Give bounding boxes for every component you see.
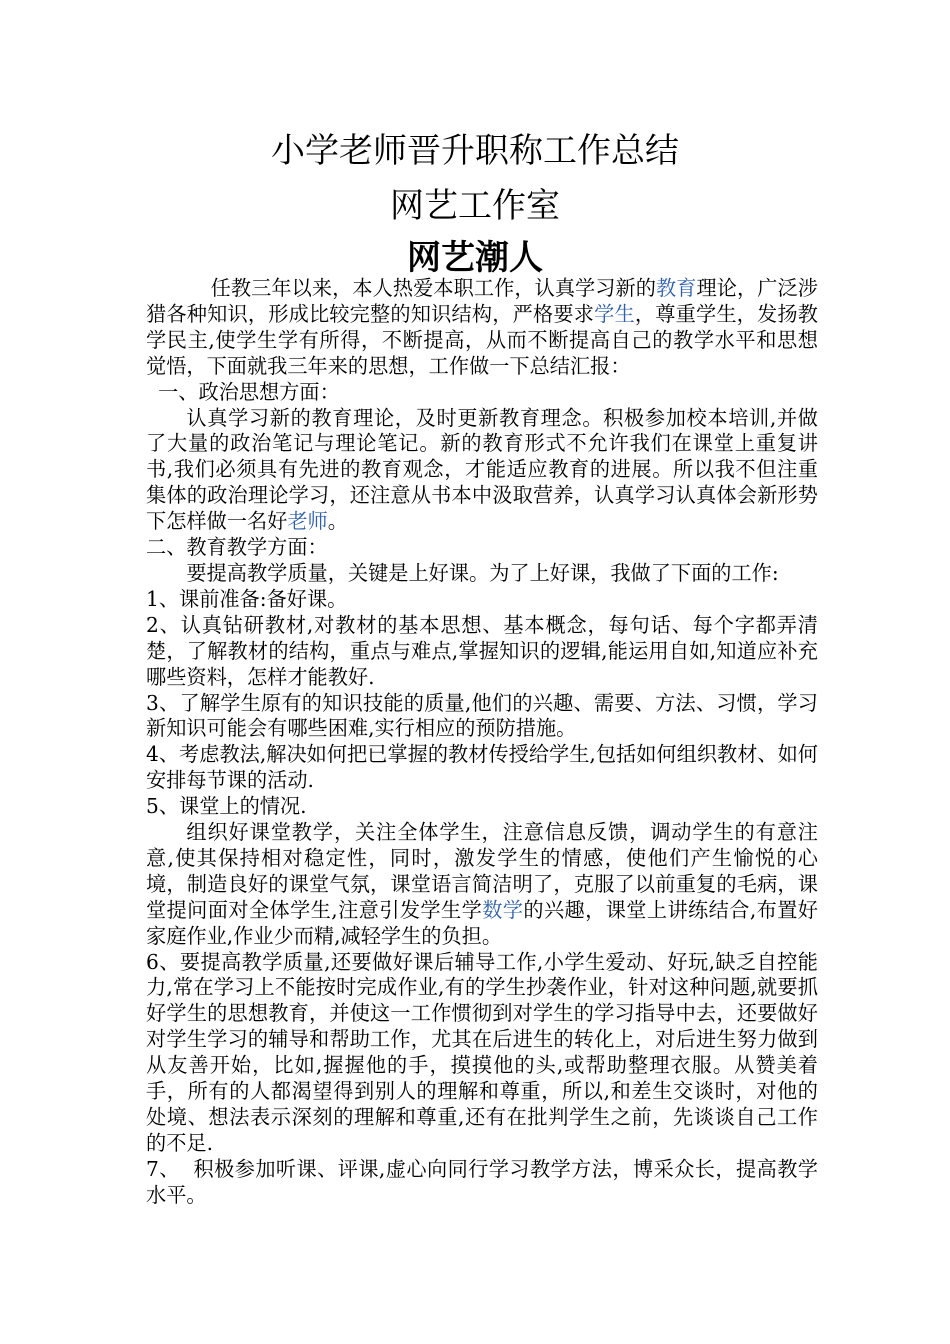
classroom-text: 组织好课堂教学，关注全体学生，注意信息反馈，调动学生的有意注意,使其保持相对稳定性，同时，激发学生的情感，使他们产生愉悦的心境，制造良好的课堂气氛，课堂语言简洁明了，克服了以前重复的毛病，课堂提问面对全体学生,注意引发学生学 (146, 820, 818, 922)
intro-paragraph (146, 276, 818, 380)
intro-text: 任教三年以来，本人热爱本职工作，认真学习新的 (210, 276, 657, 300)
title-block (0, 126, 950, 284)
document-title: 小学老师晋升职称工作总结 (271, 131, 679, 171)
politics-text: 认真学习新的教育理论，及时更新教育理念。积极参加校本培训,并做了大量的政治笔记与理论笔记。新的教育形式不允许我们在课堂上重复讲书,我们必须具有先进的教育观念，才能适应教育的进展。所以我不但注重集体的政治理论学习，还注意从书本中汲取营养，认真学习认真体会新形势下怎样做一名好 (146, 405, 818, 534)
document-body (146, 276, 818, 1209)
section-heading-teaching: 二、教育教学方面： (146, 535, 328, 560)
link-math[interactable]: 数学 (482, 897, 524, 922)
list-item-5: 5、课堂上的情况. (146, 794, 307, 819)
teaching-intro-paragraph: 要提高教学质量，关键是上好课。为了上好课，我做了下面的工作: (186, 560, 779, 585)
list-item-7: 7、 积极参加听课、评课,虚心向同行学习教学方法，博采众长，提高教学水平。 (146, 1156, 818, 1207)
section-heading-politics: 一、政治思想方面： (158, 379, 340, 404)
classroom-paragraph (146, 820, 818, 950)
link-education[interactable]: 教育 (656, 276, 697, 300)
list-item-4: 4、考虑教法,解决如何把已掌握的教材传授给学生,包括如何组织教材、如何安排每节课的活动. (146, 742, 818, 793)
politics-paragraph (146, 406, 818, 536)
studio-name: 网艺工作室 (390, 186, 560, 226)
list-item-6: 6、要提高教学质量,还要做好课后辅导工作,小学生爱动、好玩,缺乏自控能力,常在学习上不能按时完成作业,有的学生抄袭作业，针对这种问题,就要抓好学生的思想教育，并使这一工作惯彻到对学生的学习指导中去，还要做好对学生学习的辅导和帮助工作，尤其在后进生的转化上，对后进生努力做到从友善开始，比如,握握他的手，摸摸他的头,或帮助整理衣服。从赞美着手，所有的人都渴望得到别人的理解和尊重，所以,和差生交谈时，对他的处境、想法表示深刻的理解和尊重,还有在批判学生之前，先谈谈自己工作的不足. (146, 949, 818, 1155)
list-item-1: 1、课前准备:备好课。 (146, 586, 348, 611)
intro-text: ，尊重学生，发扬教学民主,使学生学有所得，不断提高，从而不断提高自己的教学水平和思想觉悟，下面就我三年来的思想，工作做一下总结汇报： (146, 301, 818, 378)
author-name: 网艺潮人 (407, 238, 543, 278)
classroom-text: 的兴趣，课堂上讲练结合,布置好家庭作业,作业少而精,减轻学生的负担。 (146, 897, 818, 948)
link-student[interactable]: 学生 (594, 301, 635, 326)
list-item-3: 3、了解学生原有的知识技能的质量,他们的兴趣、需要、方法、习惯，学习新知识可能会有哪些困难,实行相应的预防措施。 (146, 690, 818, 741)
link-teacher[interactable]: 老师 (287, 509, 328, 534)
politics-text: 。 (327, 509, 348, 534)
intro-text: 理论，广泛涉猎各种知识，形成比较完整的知识结构，严格要求 (146, 276, 818, 326)
list-item-2: 2、认真钻研教材,对教材的基本思想、基本概念，每句话、每个字都弄清楚，了解教材的结构，重点与难点,掌握知识的逻辑,能运用自如,知道应补充哪些资料，怎样才能教好. (146, 612, 818, 689)
